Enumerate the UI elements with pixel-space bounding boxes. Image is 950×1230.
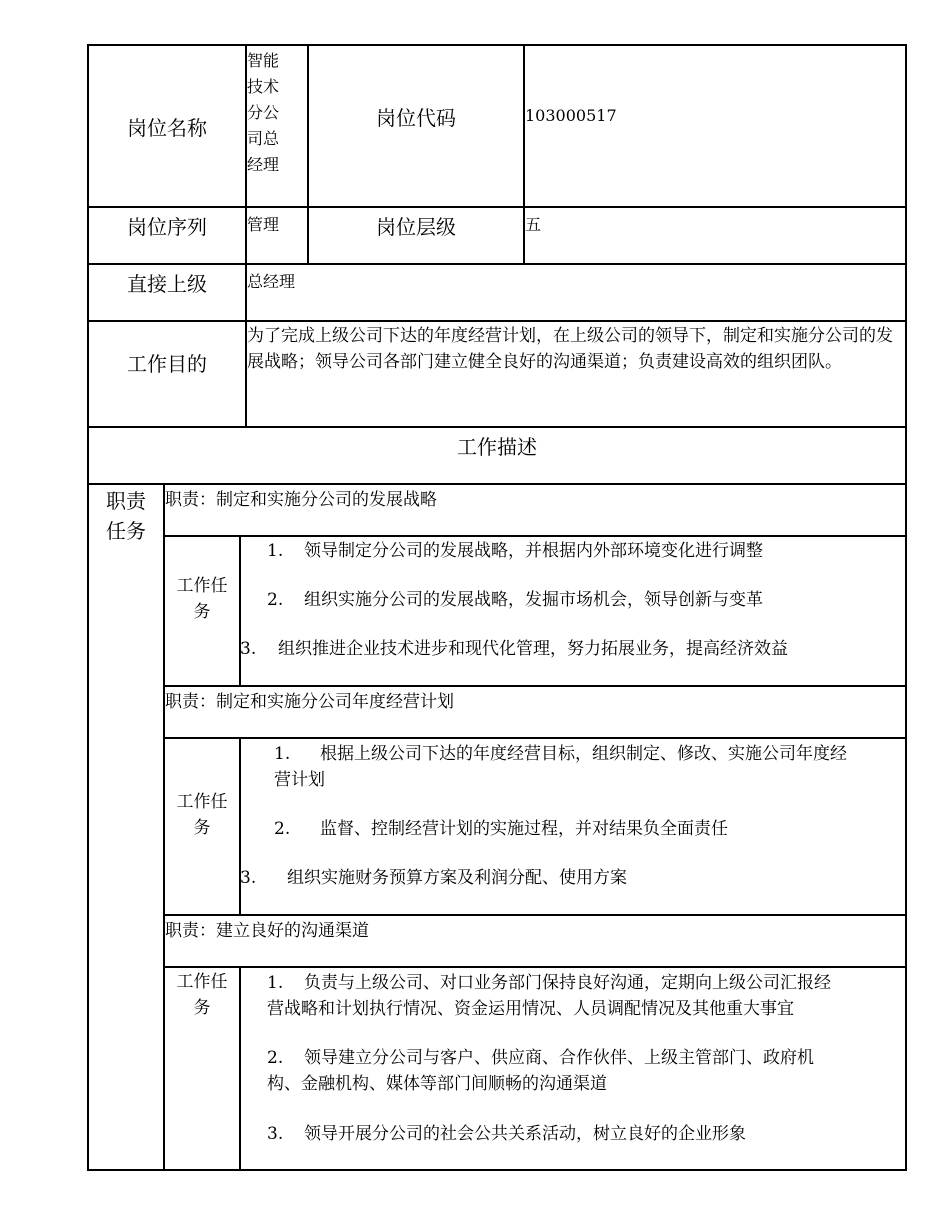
post-name-line: 分公	[247, 103, 280, 122]
task-item	[267, 538, 763, 564]
row-divider	[164, 737, 907, 739]
purpose-label: 工作目的	[127, 351, 207, 376]
task-label-line: 工作任	[176, 972, 228, 992]
task-label-line: 务	[193, 602, 211, 622]
task-item	[267, 587, 763, 613]
task-number: 1.	[267, 973, 284, 993]
description-title: 工作描述	[457, 434, 537, 459]
post-name-line: 经理	[247, 155, 280, 174]
duty-title: 职责：制定和实施分公司年度经营计划	[165, 692, 454, 712]
task-number: 1.	[267, 541, 284, 561]
task-number: 2.	[267, 590, 284, 610]
task-number: 3.	[240, 639, 257, 659]
purpose-value: 为了完成上级公司下达的年度经营计划，在上级公司的领导下，制定和实施分公司的发展战略；领导公司各部门建立健全良好的沟通渠道；负责建设高效的组织团队。	[247, 326, 893, 372]
task-label-line: 务	[193, 818, 211, 838]
col-divider	[239, 966, 241, 1171]
task-text: 负责与上级公司、对口业务部门保持良好沟通，定期向上级公司汇报经	[304, 973, 831, 993]
task-text: 组织实施财务预算方案及利润分配、使用方案	[287, 868, 627, 888]
work-task-label	[165, 969, 239, 1021]
post-name-line: 司总	[247, 129, 280, 148]
task-number: 3.	[240, 868, 257, 888]
task-item	[267, 1121, 746, 1147]
task-text: 组织推进企业技术进步和现代化管理，努力拓展业务，提高经济效益	[278, 639, 788, 659]
task-text: 领导开展分公司的社会公共关系活动，树立良好的企业形象	[304, 1124, 746, 1144]
task-label-line: 工作任	[176, 792, 228, 812]
duty-title: 职责：制定和实施分公司的发展战略	[165, 490, 437, 510]
task-text-cont: 营计划	[274, 770, 325, 790]
task-text: 领导建立分公司与客户、供应商、合作伙伴、上级主管部门、政府机	[304, 1048, 814, 1068]
post-name-line: 技术	[247, 77, 280, 96]
col-divider	[239, 535, 241, 687]
duty-label-line: 任务	[106, 519, 146, 543]
task-text: 监督、控制经营计划的实施过程，并对结果负全面责任	[320, 819, 728, 839]
task-number: 3.	[267, 1124, 284, 1144]
task-item	[274, 741, 902, 793]
task-text-cont: 构、金融机构、媒体等部门间顺畅的沟通渠道	[267, 1074, 607, 1094]
level-value: 五	[525, 215, 542, 234]
row-divider	[164, 685, 907, 687]
post-name-label: 岗位名称	[127, 115, 207, 140]
level-label: 岗位层级	[376, 214, 456, 239]
task-item	[274, 816, 728, 842]
sequence-value: 管理	[247, 215, 280, 234]
task-item	[240, 865, 627, 891]
duty-task-label	[89, 486, 163, 546]
superior-value: 总经理	[247, 272, 296, 291]
sequence-label: 岗位序列	[127, 214, 207, 239]
border-bottom	[87, 1169, 907, 1171]
task-text-cont: 营战略和计划执行情况、资金运用情况、人员调配情况及其他重大事宜	[267, 999, 794, 1019]
post-code-value: 103000517	[525, 106, 617, 125]
post-name-value	[247, 48, 307, 178]
task-item	[267, 1045, 897, 1097]
post-code-label: 岗位代码	[376, 105, 456, 130]
task-label-line: 工作任	[176, 576, 228, 596]
row-divider	[164, 966, 907, 968]
task-text: 领导制定分公司的发展战略，并根据内外部环境变化进行调整	[304, 541, 763, 561]
task-number: 2.	[274, 819, 291, 839]
work-task-label	[165, 789, 239, 841]
task-label-line: 务	[193, 998, 211, 1018]
superior-label: 直接上级	[127, 271, 207, 296]
task-text: 组织实施分公司的发展战略，发掘市场机会，领导创新与变革	[304, 590, 763, 610]
post-name-line: 智能	[247, 51, 280, 70]
task-number: 1.	[274, 744, 291, 764]
task-text: 根据上级公司下达的年度经营目标，组织制定、修改、实施公司年度经	[320, 744, 847, 764]
task-item	[267, 970, 897, 1022]
duty-title: 职责：建立良好的沟通渠道	[165, 921, 369, 941]
duty-label-line: 职责	[106, 489, 146, 513]
row-divider	[87, 483, 907, 485]
task-item	[240, 636, 788, 662]
work-task-label	[165, 573, 239, 625]
task-number: 2.	[267, 1048, 284, 1068]
border-right	[905, 44, 907, 1171]
row-divider	[164, 914, 907, 916]
row-divider	[164, 535, 907, 537]
